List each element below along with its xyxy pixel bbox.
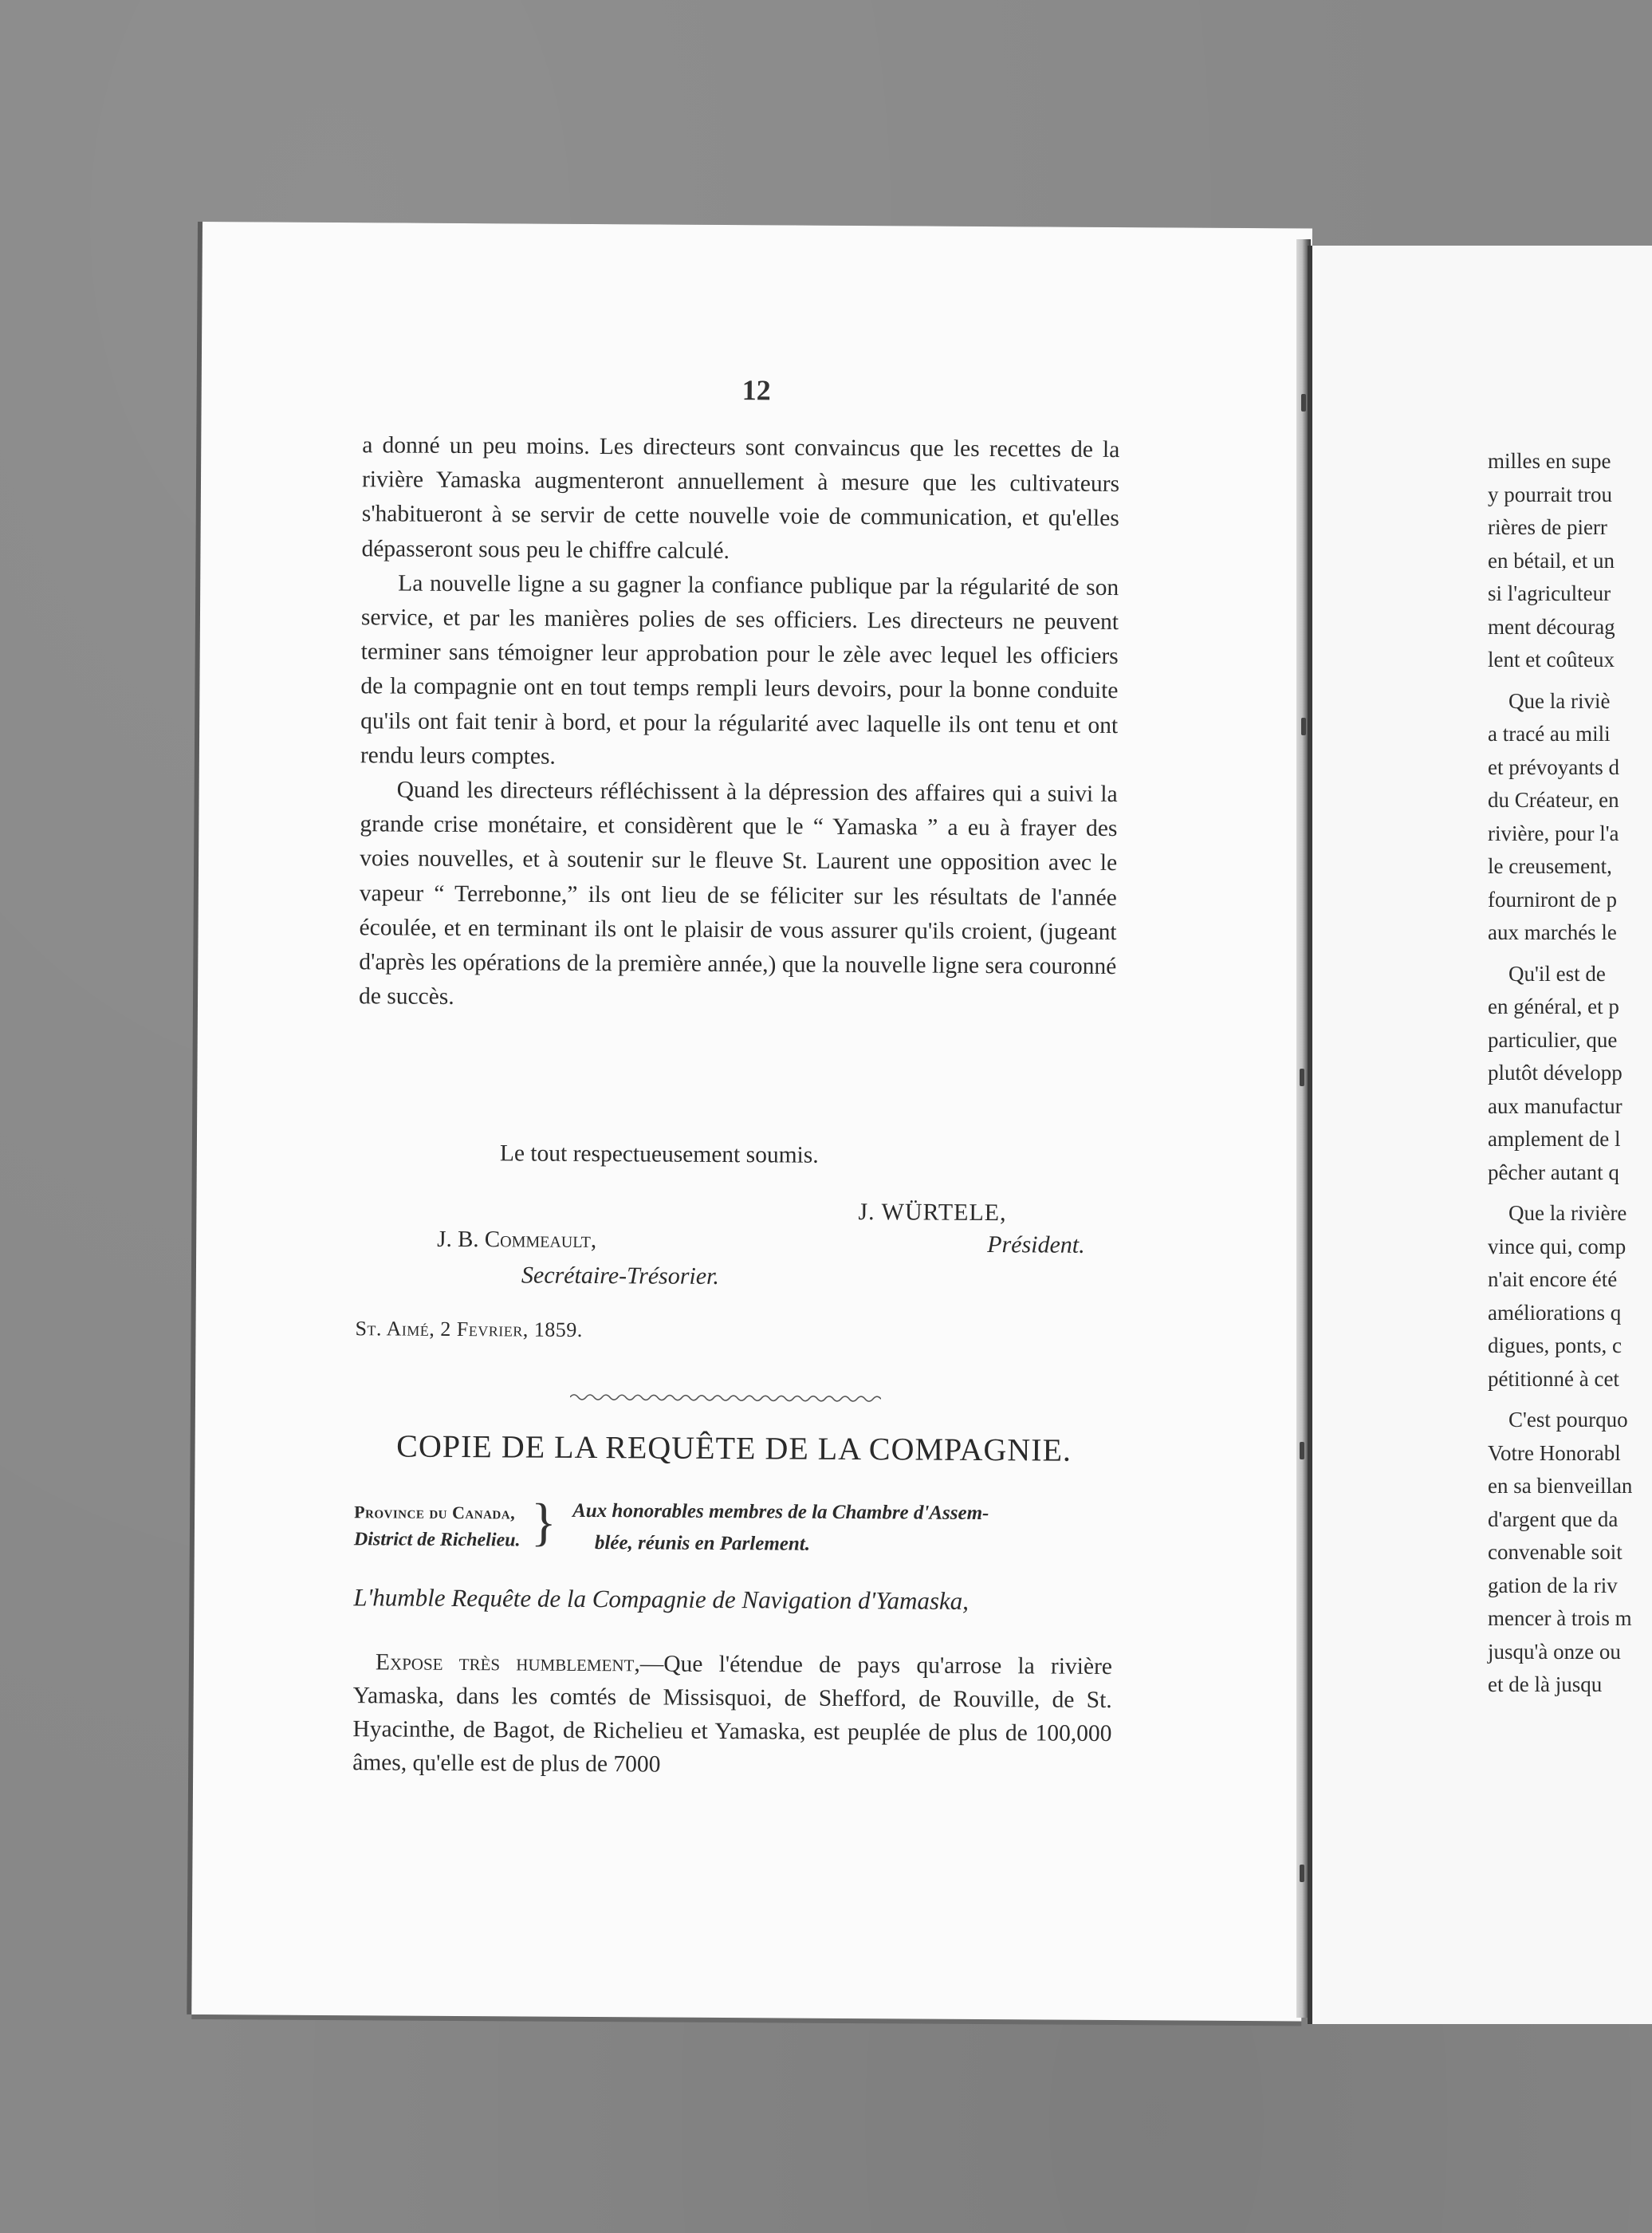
right-page-line: fourniront de p [1488, 887, 1617, 912]
right-page-line: jusqu'à onze ou [1488, 1639, 1621, 1664]
right-page-line: mencer à trois m [1488, 1606, 1632, 1630]
right-page-line: Qu'il est de [1508, 961, 1606, 986]
right-page-line: aux manufactur [1488, 1093, 1622, 1118]
right-page-line: Que la riviè [1508, 688, 1611, 713]
right-page-line: pétitionné à cet [1488, 1366, 1619, 1391]
paragraph-3: Quand les directeurs réfléchissent à la dépression des affaires qui a suivi la grande crise monétaire, et considèrent que le “ Yamaska ” a eu à frayer des voies nouvelles, et à soutenir sur le fleuve St. Laurent une opposition avec le vapeur “ Terrebonne,” ils ont lieu de se féliciter sur les résultats de l'année écoulée, et en terminant ils ont le plaisir de vous assurer qu'ils croient, (jugeant d'après les opérations de la première année,) que la nouvelle ligne sera couronné de succès. [358, 777, 1118, 1010]
right-page-line: vince qui, comp [1488, 1234, 1626, 1258]
right-page-line: du Créateur, en [1488, 788, 1619, 812]
right-page-text [1488, 445, 1652, 1702]
body-text [359, 428, 1119, 1018]
petition-paragraph [352, 1645, 1112, 1784]
right-page-line: le creusement, [1488, 854, 1612, 878]
right-page-line: rières de pierr [1488, 515, 1607, 539]
district-label: District de Richelieu. [353, 1529, 521, 1551]
right-page-line: lent et coûteux [1488, 648, 1615, 671]
right-page-line: y pourrait trou [1488, 482, 1612, 506]
dateline: St. Aimé, 2 Fevrier, 1859. [355, 1317, 583, 1341]
secretary-name: J. B. Commeault, [437, 1226, 597, 1254]
petition-text: —Que l'étendue de pays qu'arrose la rivière Yamaska, dans les comtés de Missisquoi, de Shefford, de Rouville, de St. Hyacinthe, de Bagot, de Richelieu et Yamaska, est peuplée de plus de 100,000 âmes, qu'elle est de plus de 7000 [352, 1651, 1113, 1778]
right-page-line: rivière, pour l'a [1488, 821, 1619, 845]
right-page-line: n'ait encore été [1488, 1267, 1618, 1291]
binding-mark [1300, 1865, 1304, 1882]
right-page-line: particulier, que [1488, 1027, 1618, 1052]
binding-mark [1301, 394, 1306, 412]
petition-title: L'humble Requête de la Compagnie de Navigation d'Yamaska, [353, 1583, 970, 1615]
right-page-line: aux marchés le [1488, 920, 1617, 944]
right-page-line: Votre Honorabl [1488, 1440, 1621, 1465]
binding-mark [1300, 1442, 1304, 1459]
paragraph-gap [1488, 1396, 1652, 1404]
petition-body [352, 1645, 1112, 1784]
page-number: 12 [741, 374, 771, 407]
right-page-line: convenable soit [1488, 1540, 1622, 1564]
right-page-line: ment décourag [1488, 614, 1615, 639]
right-page-line: en bétail, et un [1488, 548, 1615, 573]
binding-mark [1301, 718, 1306, 735]
secretary-title: Secrétaire-Trésorier. [521, 1262, 720, 1290]
right-page-line: et de là jusqu [1488, 1672, 1603, 1696]
right-page-line: si l'agriculteur [1488, 581, 1611, 605]
paragraph-gap [1488, 1189, 1652, 1197]
paragraph-gap [1488, 677, 1652, 685]
right-page-line: plutôt développ [1488, 1061, 1622, 1085]
province-label: Province du Canada, [354, 1502, 516, 1523]
right-page-line: amplement de l [1488, 1127, 1621, 1151]
paragraph-gap [1488, 950, 1652, 958]
right-page-line: Que la rivière [1508, 1201, 1627, 1225]
ornamental-divider [570, 1392, 881, 1404]
signature-title: Président. [987, 1231, 1085, 1258]
right-page-line: pêcher autant q [1488, 1160, 1619, 1184]
right-page-line: d'argent que da [1488, 1506, 1619, 1531]
right-page-line: a tracé au mili [1488, 722, 1611, 746]
right-page-line: en sa bienveillan [1488, 1474, 1633, 1498]
right-page-line: digues, ponts, c [1488, 1333, 1622, 1357]
address-line-1: Aux honorables membres de la Chambre d'Assem- [572, 1499, 989, 1525]
brace-glyph: } [530, 1493, 557, 1552]
left-page [191, 222, 1312, 2021]
paragraph-2: La nouvelle ligne a su gagner la confiance publique par la régularité de son service, et par les manières polies de ses officiers. Les directeurs ne peuvent terminer sans témoigner leur approbation pour le zèle avec lequel les officiers de la compagnie ont en tout temps rempli leurs devoirs, pour la bonne conduite qu'ils ont fait tenir à bord, et pour la régularité avec laquelle ils ont tenu et ont rendu leurs comptes. [360, 570, 1119, 770]
right-page-line: améliorations q [1488, 1300, 1622, 1325]
petition-lead: Expose très humblement, [375, 1649, 640, 1677]
signature-name: J. WÜRTELE, [858, 1199, 1007, 1227]
right-page-line: C'est pourquo [1508, 1408, 1628, 1432]
right-page-line: milles en supe [1488, 449, 1611, 473]
right-page-line: gation de la riv [1488, 1573, 1618, 1597]
right-page-line: et prévoyants d [1488, 754, 1619, 779]
closing-line: Le tout respectueusement soumis. [499, 1140, 819, 1168]
paragraph-1: a donné un peu moins. Les directeurs sont convaincus que les recettes de la rivière Yamaska augmenteront annuellement à mesure que les cultivateurs s'habitueront à se servir de cette nouvelle voie de communication, et qu'elles dépasseront sous peu le chiffre calculé. [361, 432, 1120, 564]
binding-mark [1300, 1069, 1304, 1086]
section-heading: COPIE DE LA REQUÊTE DE LA COMPAGNIE. [396, 1428, 1072, 1468]
right-page-line: en général, et p [1488, 994, 1619, 1018]
address-line-2: blée, réunis en Parlement. [594, 1532, 811, 1555]
